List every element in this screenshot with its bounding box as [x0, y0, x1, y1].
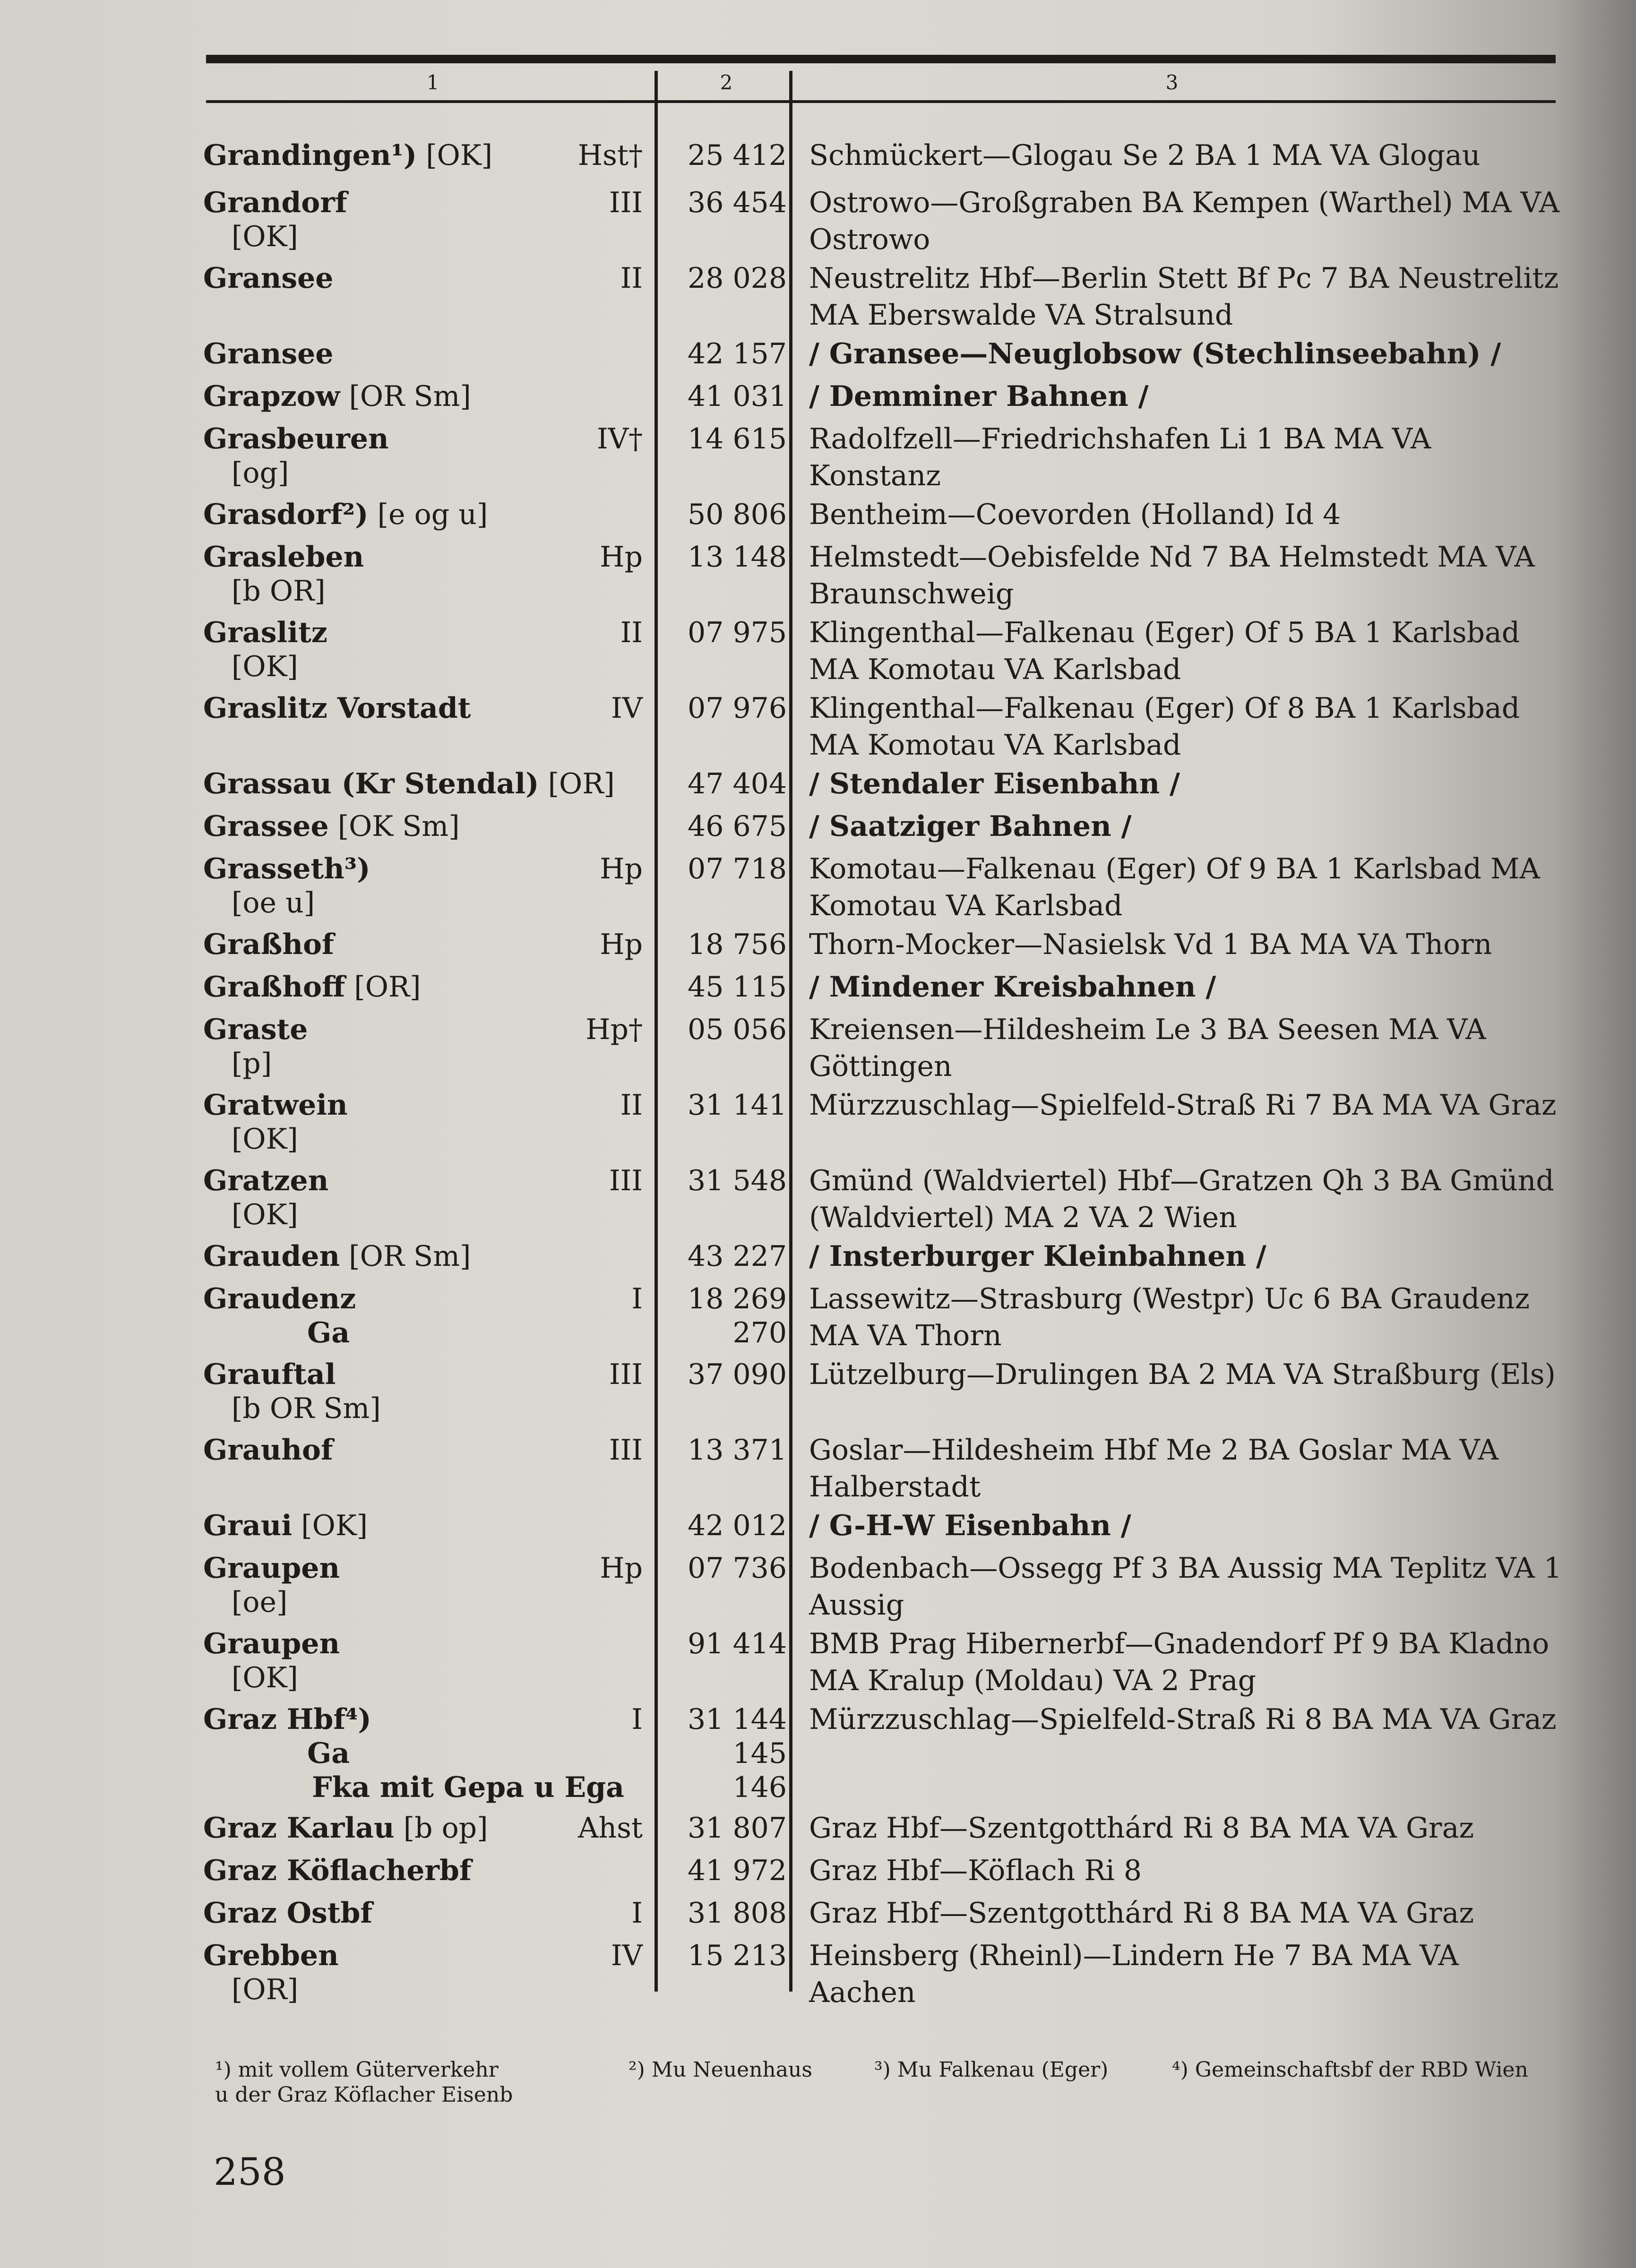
station-name: Graz Köflacherbf [203, 1854, 472, 1887]
station-number-value: 31 144 [688, 1703, 787, 1736]
station-name-cell [203, 1625, 340, 1662]
station-name: Grasbeuren [203, 422, 389, 455]
station-name-cell [203, 926, 334, 963]
route-description: Thorn-Mocker—Nasielsk Vd 1 BA MA VA Thorn [809, 928, 1492, 961]
station-name: Grassau (Kr Stendal) [203, 767, 539, 800]
station-name-cell [203, 1011, 308, 1048]
station-name-cell [203, 1087, 348, 1124]
station-subline: Fka mit Gepa u Ega [312, 1771, 625, 1804]
station-name: Grauhof [203, 1434, 333, 1467]
station-class: IV [611, 692, 643, 725]
route-description: Graz Hbf—Köflach Ri 8 [809, 1854, 1142, 1887]
station-number [664, 690, 787, 727]
station-name: Grasdorf²) [203, 498, 369, 531]
station-number-value: 42 157 [688, 337, 787, 370]
station-number-value: 41 031 [688, 380, 787, 413]
station-name: Graz Karlau [203, 1812, 395, 1845]
station-number-value: 37 090 [688, 1358, 787, 1391]
station-name: Gratwein [203, 1089, 348, 1122]
station-number [664, 1087, 787, 1124]
station-number [664, 1550, 787, 1587]
station-number [664, 1625, 787, 1662]
station-subline: [OK] [232, 1123, 298, 1156]
station-name-cell [203, 1810, 488, 1847]
station-subline: [OK] [232, 220, 298, 253]
station-name: Graz Hbf⁴) [203, 1703, 371, 1736]
station-number [664, 1937, 787, 1974]
station-number [664, 1895, 787, 1932]
station-number [664, 1852, 787, 1889]
route-description: Lützelburg—Drulingen BA 2 MA VA Straßburg (Els) [809, 1358, 1556, 1391]
station-number [664, 421, 787, 457]
footnote-3: ³) Mu Falkenau (Eger) [874, 2058, 1109, 2082]
station-name: Grauftal [203, 1358, 336, 1391]
route-description: Heinsberg (Rheinl)—Lindern He 7 BA MA VA Aachen [809, 1939, 1459, 2009]
station-flags: [b op] [394, 1812, 488, 1845]
station-number-value: 50 806 [688, 498, 787, 531]
station-flags: [OK] [417, 139, 493, 172]
station-name-cell [203, 850, 370, 887]
station-number-value: 18 269 [688, 1282, 787, 1315]
column-divider-1 [654, 71, 658, 1992]
station-name-cell [203, 1356, 336, 1393]
route-description: Helmstedt—Oebisfelde Nd 7 BA Helmstedt MA VA Braunschweig [809, 541, 1535, 610]
route-description: / G-H-W Eisenbahn / [809, 1509, 1131, 1542]
station-number [664, 765, 787, 802]
route-description: Bentheim—Coevorden (Holland) Id 4 [809, 498, 1341, 531]
station-name-cell [203, 1162, 328, 1199]
station-name: Gransee [203, 262, 334, 295]
station-subline: [OR] [232, 1973, 299, 2006]
station-class: I [631, 1897, 643, 1930]
route-description: / Gransee—Neuglobsow (Stechlinseebahn) / [809, 337, 1501, 370]
route-description: Schmückert—Glogau Se 2 BA 1 MA VA Glogau [809, 139, 1481, 172]
station-name: Grauden [203, 1240, 340, 1273]
station-class: III [609, 1358, 643, 1391]
route-description: Lassewitz—Strasburg (Westpr) Uc 6 BA Graudenz MA VA Thorn [809, 1282, 1530, 1352]
station-name-cell [203, 539, 364, 576]
station-number-extra: 146 [732, 1771, 787, 1804]
station-number-value: 07 736 [688, 1552, 787, 1585]
station-name: Grandorf [203, 186, 347, 219]
station-name: Grandingen¹) [203, 139, 417, 172]
station-name: Graslitz Vorstadt [203, 692, 471, 725]
station-subline: Ga [307, 1316, 350, 1349]
station-name-cell [203, 1507, 368, 1544]
station-name-cell [203, 184, 347, 221]
station-name-cell [203, 969, 421, 1005]
station-name: Graßhof [203, 928, 334, 961]
station-name-cell [203, 137, 492, 174]
station-class: IV [611, 1939, 643, 1972]
station-number-value: 18 756 [688, 928, 787, 961]
route-description: Graz Hbf—Szentgotthárd Ri 8 BA MA VA Graz [809, 1897, 1474, 1930]
station-class: II [620, 262, 643, 295]
station-number-value: 28 028 [688, 262, 787, 295]
footnote-2: ²) Mu Neuenhaus [629, 2058, 812, 2082]
station-name-cell [203, 1895, 372, 1932]
station-number-value: 13 148 [688, 541, 787, 574]
station-number [664, 1356, 787, 1393]
station-name-cell [203, 765, 615, 802]
station-number-value: 14 615 [688, 422, 787, 455]
station-class: III [609, 1164, 643, 1197]
station-class: Hst† [577, 139, 643, 172]
header-rule [206, 100, 1556, 103]
station-number [664, 1011, 787, 1048]
station-number-value: 46 675 [688, 810, 787, 843]
station-class: IV† [596, 422, 643, 455]
station-number-value: 07 718 [688, 852, 787, 885]
route-description: Mürzzuschlag—Spielfeld-Straß Ri 8 BA MA VA Graz [809, 1703, 1557, 1736]
route-description: Gmünd (Waldviertel) Hbf—Gratzen Qh 3 BA Gmünd (Waldviertel) MA 2 VA 2 Wien [809, 1164, 1554, 1234]
route-description: / Saatziger Bahnen / [809, 810, 1132, 843]
station-name-cell [203, 1238, 471, 1275]
station-class: III [609, 186, 643, 219]
route-description: Goslar—Hildesheim Hbf Me 2 BA Goslar MA VA Halberstadt [809, 1434, 1498, 1503]
station-number [664, 1507, 787, 1544]
column-header-3: 3 [1165, 71, 1179, 94]
station-flags: [OR] [539, 767, 615, 800]
station-name: Graslitz [203, 616, 327, 649]
station-name-cell [203, 1701, 371, 1738]
station-number-value: 31 141 [688, 1089, 787, 1122]
station-class: Hp† [586, 1013, 643, 1046]
station-flags: [OK] [292, 1509, 368, 1542]
station-number-value: 25 412 [688, 139, 787, 172]
station-name-cell [203, 496, 488, 533]
station-subline: [og] [232, 456, 289, 490]
station-subline: [b OR Sm] [232, 1392, 381, 1425]
station-number [664, 1432, 787, 1469]
station-subline: [OK] [232, 1198, 298, 1231]
station-name-cell [203, 690, 471, 727]
station-subline: [oe u] [232, 886, 315, 919]
station-number-value: 36 454 [688, 186, 787, 219]
station-number [664, 378, 787, 415]
station-flags: [OR Sm] [340, 380, 471, 413]
route-description: Graz Hbf—Szentgotthárd Ri 8 BA MA VA Graz [809, 1812, 1474, 1845]
station-number-extra: 145 [732, 1737, 787, 1770]
station-name-cell [203, 421, 389, 457]
station-name-cell [203, 378, 471, 415]
station-number [664, 850, 787, 887]
footnote-1: ¹) mit vollem Güterverkehr [215, 2058, 499, 2082]
column-header-2: 2 [720, 71, 733, 94]
station-number-value: 13 371 [688, 1434, 787, 1467]
route-description: Neustrelitz Hbf—Berlin Stett Bf Pc 7 BA Neustrelitz MA Eberswalde VA Stralsund [809, 262, 1559, 332]
station-number-value: 41 972 [688, 1854, 787, 1887]
station-number-value: 31 808 [688, 1897, 787, 1930]
station-class: I [631, 1282, 643, 1315]
column-divider-2 [789, 71, 792, 1992]
station-name: Grassee [203, 810, 329, 843]
route-description: BMB Prag Hibernerbf—Gnadendorf Pf 9 BA Kladno MA Kralup (Moldau) VA 2 Prag [809, 1627, 1550, 1697]
station-flags: [OR] [345, 971, 421, 1004]
footnote-4-continued: u der Graz Köflacher Eisenb [215, 2083, 513, 2107]
station-number [664, 496, 787, 533]
station-subline: [OK] [232, 650, 298, 683]
station-name-cell [203, 1280, 356, 1317]
station-number [664, 1162, 787, 1199]
station-number [664, 260, 787, 297]
station-number-value: 05 056 [688, 1013, 787, 1046]
station-number [664, 1238, 787, 1275]
station-flags: [OR Sm] [340, 1240, 471, 1273]
station-class: Hp [600, 928, 643, 961]
station-number-value: 07 975 [688, 616, 787, 649]
station-number [664, 335, 787, 372]
station-name: Graui [203, 1509, 293, 1542]
station-name: Graudenz [203, 1282, 356, 1315]
station-class: Hp [600, 541, 643, 574]
station-name-cell [203, 1852, 472, 1889]
station-flags: [e og u] [368, 498, 488, 531]
station-number-value: 47 404 [688, 767, 787, 800]
station-subline: Ga [307, 1737, 350, 1770]
station-number-value: 31 807 [688, 1812, 787, 1845]
route-description: Mürzzuschlag—Spielfeld-Straß Ri 7 BA MA VA Graz [809, 1089, 1557, 1122]
column-header-1: 1 [426, 71, 439, 94]
station-subline: [oe] [232, 1586, 288, 1619]
station-subline: [b OR] [232, 575, 326, 608]
station-name-cell [203, 1550, 340, 1587]
station-number [664, 137, 787, 174]
station-name-cell [203, 335, 333, 372]
station-class: II [620, 616, 643, 649]
page-number: 258 [214, 2150, 286, 2194]
route-description: / Demminer Bahnen / [809, 380, 1149, 413]
station-name: Grasseth³) [203, 852, 370, 885]
station-name-cell [203, 614, 327, 651]
route-description: / Insterburger Kleinbahnen / [809, 1240, 1266, 1273]
station-number [664, 1280, 787, 1317]
station-name-cell [203, 808, 460, 845]
route-description: Bodenbach—Ossegg Pf 3 BA Aussig MA Teplitz VA 1 Aussig [809, 1552, 1562, 1622]
route-description: Komotau—Falkenau (Eger) Of 9 BA 1 Karlsbad MA Komotau VA Karlsbad [809, 852, 1540, 922]
route-description: Ostrowo—Großgraben BA Kempen (Warthel) MA VA Ostrowo [809, 186, 1560, 256]
station-number [664, 1701, 787, 1738]
station-number-value: 91 414 [688, 1627, 787, 1660]
station-class: II [620, 1089, 643, 1122]
station-name: Graßhoff [203, 971, 345, 1004]
station-class: Ahst [578, 1812, 643, 1845]
station-flags: [OK Sm] [328, 810, 460, 843]
station-name: Graupen [203, 1627, 340, 1660]
station-name: Grasleben [203, 541, 364, 574]
route-description: / Mindener Kreisbahnen / [809, 971, 1216, 1004]
route-description: Radolfzell—Friedrichshafen Li 1 BA MA VA Konstanz [809, 422, 1431, 492]
route-description: / Stendaler Eisenbahn / [809, 767, 1180, 800]
station-name: Grapzow [203, 380, 340, 413]
station-number [664, 969, 787, 1005]
station-number [664, 1810, 787, 1847]
station-name: Graz Ostbf [203, 1897, 373, 1930]
station-class: III [609, 1434, 643, 1467]
station-number-value: 15 213 [688, 1939, 787, 1972]
top-rule [206, 55, 1556, 63]
station-name: Graste [203, 1013, 308, 1046]
route-description: Klingenthal—Falkenau (Eger) Of 5 BA 1 Karlsbad MA Komotau VA Karlsbad [809, 616, 1520, 686]
route-description: Kreiensen—Hildesheim Le 3 BA Seesen MA VA Göttingen [809, 1013, 1486, 1083]
station-number [664, 539, 787, 576]
station-class: Hp [600, 852, 643, 885]
route-description: Klingenthal—Falkenau (Eger) Of 8 BA 1 Karlsbad MA Komotau VA Karlsbad [809, 692, 1520, 762]
station-subline: [OK] [232, 1661, 298, 1694]
station-number [664, 184, 787, 221]
station-number [664, 926, 787, 963]
station-number-value: 07 976 [688, 692, 787, 725]
station-number [664, 808, 787, 845]
station-name-cell [203, 1937, 339, 1974]
station-number-value: 42 012 [688, 1509, 787, 1542]
station-subline: [p] [232, 1047, 272, 1080]
station-name: Gratzen [203, 1164, 329, 1197]
station-name: Gransee [203, 337, 334, 370]
station-number-value: 31 548 [688, 1164, 787, 1197]
station-name: Graupen [203, 1552, 340, 1585]
station-name-cell [203, 1432, 333, 1469]
station-number-value: 45 115 [688, 971, 787, 1004]
station-class: Hp [600, 1552, 643, 1585]
station-name-cell [203, 260, 333, 297]
station-number [664, 614, 787, 651]
station-number-extra: 270 [732, 1316, 787, 1349]
station-name: Grebben [203, 1939, 339, 1972]
footnote-4: ⁴) Gemeinschaftsbf der RBD Wien [1172, 2058, 1528, 2082]
station-class: I [631, 1703, 643, 1736]
station-number-value: 43 227 [688, 1240, 787, 1273]
